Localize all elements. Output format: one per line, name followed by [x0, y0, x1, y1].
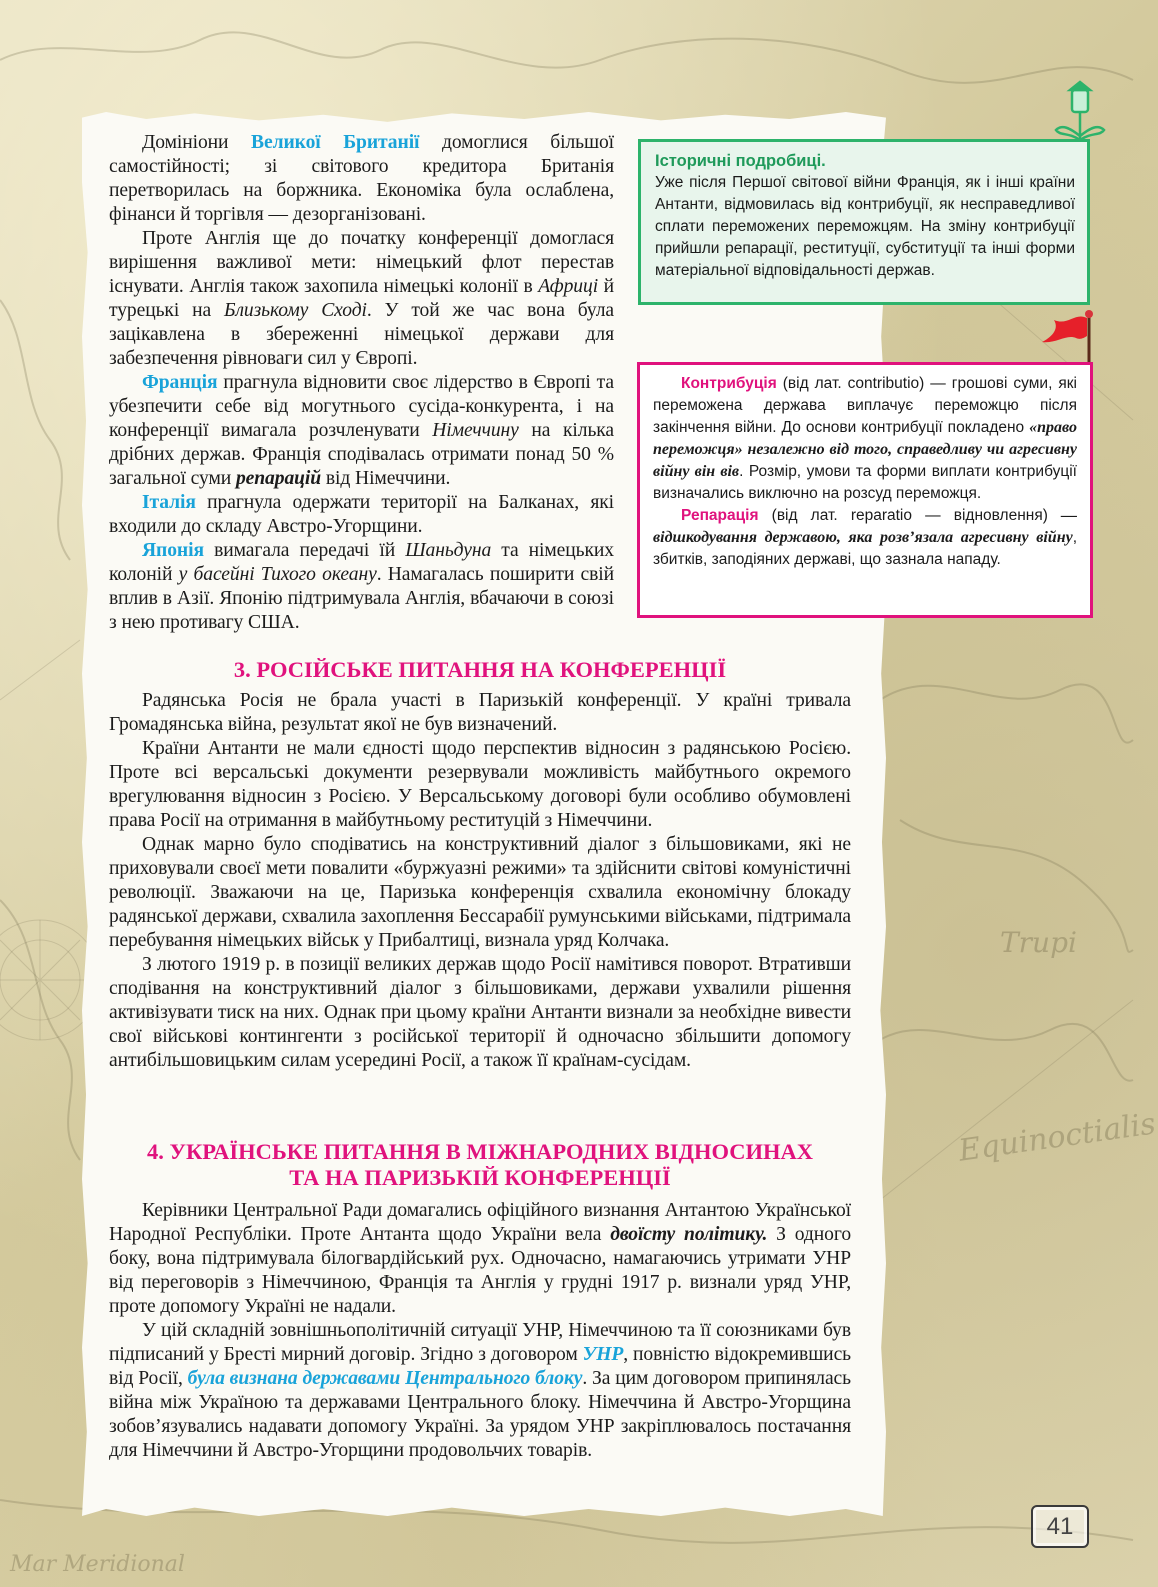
styled-text-run: була визнана державами Центрального блоку — [187, 1368, 583, 1389]
styled-text-run: Шаньдуна — [405, 540, 492, 561]
text-run: й турецькі на — [109, 276, 614, 321]
styled-text-run: у басейні Тихого океану — [178, 564, 377, 585]
text-run: вимагала передачі їй — [203, 540, 406, 561]
paragraph — [109, 689, 851, 737]
paragraph — [109, 1319, 851, 1463]
styled-text-run: Японія — [142, 540, 204, 561]
page-number: 41 — [1031, 1505, 1089, 1548]
paragraph — [109, 131, 614, 227]
section-heading: 3. РОСІЙСЬКЕ ПИТАННЯ НА КОНФЕРЕНЦІЇ — [233, 657, 727, 682]
left-column-text — [109, 131, 614, 635]
section-heading-line: ТА НА ПАРИЗЬКІЙ КОНФЕРЕНЦІЇ — [289, 1165, 671, 1190]
section-4 — [109, 1139, 851, 1463]
text-run: Керівники Центральної Ради домагались офіційного визнання Антантою Української Народної Республіки. Проте Антанта щодо України вела — [109, 1200, 851, 1245]
styled-text-run: Репарація — [681, 507, 759, 524]
text-run: З одного боку, вона підтримувала білогвардійський рух. Одночасно, намагаючись утримати УНР від переговорів з Німеччиною, Франція та Англія у грудні 1917 р. визнали уряд УНР, проте допомогу Україні не надали. — [109, 1224, 852, 1317]
styled-text-run: репарацій — [235, 468, 322, 489]
text-run: прагнула одержати території на Балканах, які входили до складу Австро-Угорщини. — [109, 492, 614, 537]
styled-text-run: двоїсту політику. — [610, 1224, 768, 1245]
text-run: Країни Антанти не мали єдності щодо перспектив відносин з радянською Росією. Проте всі версальські документи резервували можливість майбутнього окремого врегулювання відносин з Росією. У Версальському договорі були особливо обумовлені права Росії на отримання в майбутньому реституцій з Німеччини. — [109, 738, 851, 831]
styled-text-run: Франція — [142, 372, 218, 393]
historical-details-title: Історичні подробиці. — [655, 152, 826, 170]
text-run: прагнула відновити своє лідерство в Європі та убезпечити себе від могутнього сусіда-конкурента, і на конференції вимагала розчленувати — [109, 372, 614, 441]
styled-text-run: Італія — [142, 492, 196, 513]
styled-text-run: Контрибуція — [681, 375, 777, 392]
styled-text-run: Африці — [538, 276, 599, 297]
section-3 — [109, 657, 851, 1073]
definitions-box — [637, 362, 1093, 618]
text-run: Радянська Росія не брала участі в Паризькій конференції. У країні тривала Громадянська війна, результат якої не був визначений. — [109, 690, 851, 735]
text-run: Домініони — [142, 132, 252, 153]
styled-text-run: Великої Британії — [251, 132, 420, 153]
background-word: Equinoctialis — [956, 1106, 1158, 1169]
definition-contribution — [653, 373, 1077, 505]
historical-details-body: Уже після Першої світової війни Франція, як і інші країни Антанти, відмовилась від контрибуції, як несправедливої сплати переможених переможцям. На зміну контрибуції прийшли репарації, реституції, субституції та інші форми матеріальної відповідальності держав. — [655, 174, 1075, 279]
styled-text-run: УНР — [582, 1344, 624, 1365]
text-run: Однак марно було сподіватись на конструктивний діалог з більшовиками, які не приховували своєї мети повалити «буржуазні режими» та здійснити світові комуністичні революції. Зважаючи на це, Паризька конференція схвалила економічну блокаду радянської держави, схвалила захоплення Бессарабії румунськими військами, підтримала перебування німецьких військ у Прибалтиці, визнала уряд Колчака. — [109, 834, 851, 951]
text-run: (від лат. reparatio — відновлення) — [758, 507, 1061, 524]
styled-text-run: Німеччину — [432, 420, 519, 441]
definition-reparation — [653, 505, 1077, 571]
text-run: (від лат. contributio) — грошові суми, які переможена держава виплачує переможцю після закінчення війни. До основи контрибуції покладено — [653, 375, 1077, 436]
text-run: від Німеччини. — [321, 468, 451, 489]
historical-details-box — [638, 139, 1090, 305]
text-run: , повністю відокремившись від Росії, — [109, 1344, 851, 1389]
section-heading-line: 4. УКРАЇНСЬКЕ ПИТАННЯ В МІЖНАРОДНИХ ВІДНОСИНАХ — [146, 1139, 814, 1164]
paragraph — [109, 491, 614, 539]
text-run: У цій складній зовнішньополітичній ситуації УНР, Німеччиною та її союзниками був підписаний у Бресті мирний договір. Згідно з договором — [109, 1320, 851, 1365]
paragraph — [109, 227, 614, 371]
paragraph — [109, 833, 851, 953]
styled-text-run: Близькому Сході — [224, 300, 367, 321]
text-run: . У той же час вона була зацікавлена в збереженні німецької держави для забезпечення рівноваги сил у Європі. — [109, 300, 614, 369]
paragraph — [109, 953, 851, 1073]
paragraph — [109, 371, 614, 491]
text-run: Проте Англія ще до початку конференції домоглася вирішення важливої мети: німецький флот перестав існувати. Англія також захопила німецькі колонії в — [109, 228, 614, 297]
text-run: на кілька дрібних держав. Франція сподівалась отримати понад 50 % загальної суми — [109, 420, 615, 489]
paragraph — [109, 1199, 851, 1319]
text-run: . Розмір, умови та форми виплати контрибуції визначались виключно на розсуд переможця. — [653, 463, 1077, 502]
text-run: . Намагалась поширити свій вплив в Азії. Японію підтримувала Англія, вбачаючи в союзі з нею противагу США. — [109, 564, 614, 633]
text-run: . За цим договором припинялась війна між Україною та державами Центрального блоку. Німеччина й Австро-Угорщина зобов’язувались надавати допомогу Україні. За урядом УНР закріплювалось постачання для Німеччини й Австро-Угорщини продовольчих товарів. — [109, 1368, 851, 1461]
text-run: домоглися більшої самостійності; зі світового кредитора Британія перетворилась на боржника. Економіка була ослаблена, фінанси й торгівля — дезорганізовані. — [109, 132, 614, 225]
paragraph — [109, 539, 614, 635]
paragraph — [109, 737, 851, 833]
text-run: З лютого 1919 р. в позиції великих держав щодо Росії намітився поворот. Втративши сподівання на конструктивний діалог з більшовиками, держави ухвалили рішення активізувати тиск на них. Однак при цьому країни Антанти визнали за необхідне вивести свої військові контингенти з російської території й одночасно збільшити допомогу антибільшовицьким силам усередині Росії, а також її країнам-сусідам. — [109, 954, 851, 1071]
text-run: та німецьких колоній — [109, 540, 614, 585]
text-run: , збитків, заподіяних державі, що зазнала нападу. — [653, 529, 1077, 568]
section-heading — [109, 1139, 851, 1191]
styled-text-run: «право переможця» незалежно від того, справедливу чи агресивну війну він вів — [653, 419, 1077, 480]
styled-text-run: — відшкодування державою, яка розв’язала агресивну війну — [653, 507, 1077, 546]
background-word: Mar Meridional — [10, 1552, 185, 1577]
background-word: Trupi — [1000, 926, 1077, 959]
